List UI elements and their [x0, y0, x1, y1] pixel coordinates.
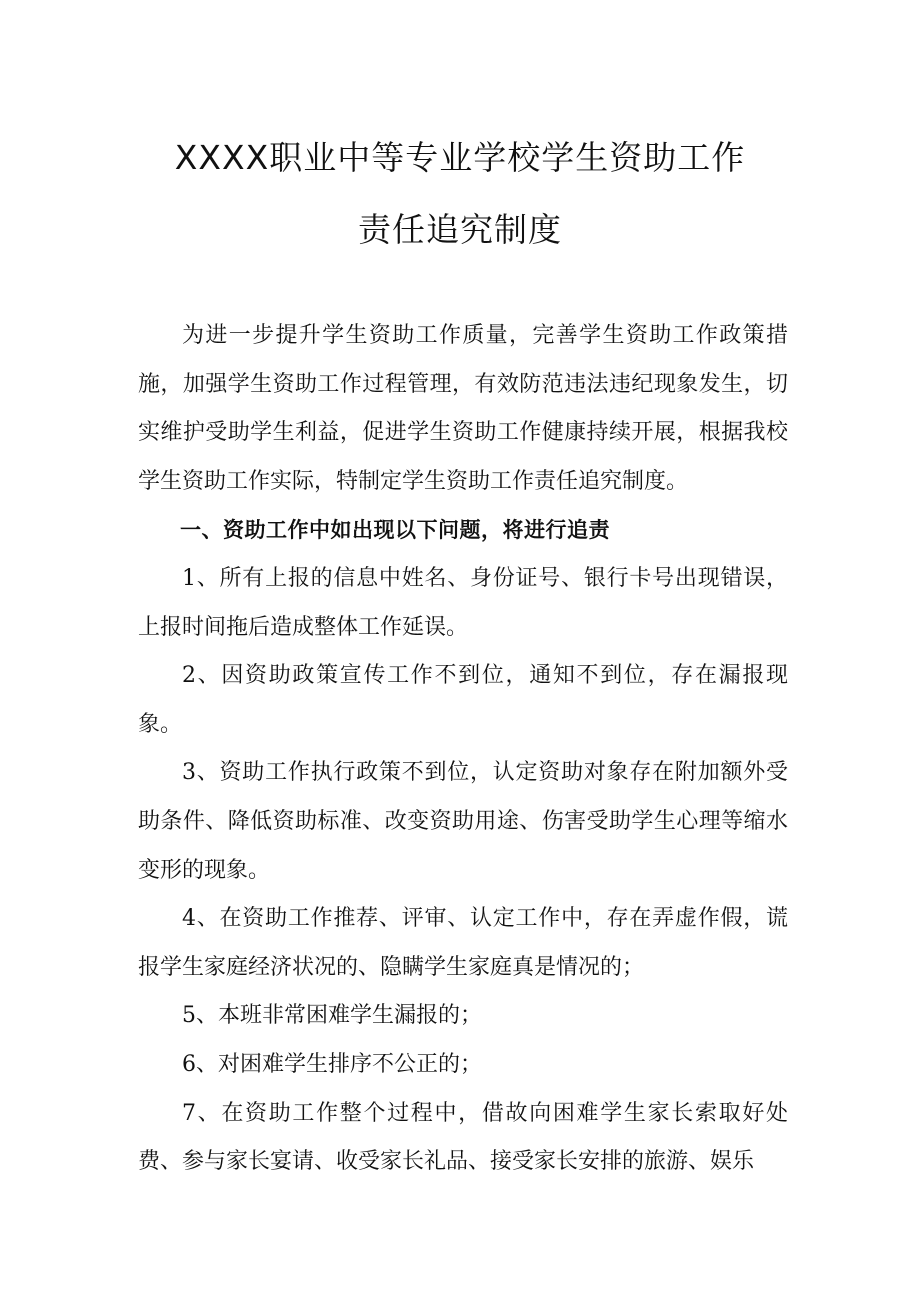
list-item-5: 5、本班非常困难学生漏报的；: [182, 1003, 482, 1029]
list-item-4: 4、在资助工作推荐、评审、认定工作中，存在弄虚作假，谎报学生家庭经济状况的、隐瞒学生家庭真是情况的；: [138, 906, 788, 980]
document-title-line-1: XXXX职业中等专业学校学生资助工作: [174, 138, 746, 177]
list-item-2: 2、因资助政策宣传工作不到位，通知不到位，存在漏报现象。: [138, 663, 788, 737]
list-item-6: 6、对困难学生排序不公正的；: [182, 1051, 482, 1077]
document-body: [138, 312, 788, 1187]
list-item-1: 1、所有上报的信息中姓名、身份证号、银行卡号出现错误，上报时间拖后造成整体工作延误。: [138, 565, 788, 640]
document-title-line-2: 责任追究制度: [358, 210, 562, 249]
intro-paragraph: 为进一步提升学生资助工作质量，完善学生资助工作政策措施，加强学生资助工作过程管理，有效防范违法违纪现象发生，切实维护受助学生利益，促进学生资助工作健康持续开展，根据我校学生资助工作实际，特制定学生资助工作责任追究制度。: [138, 323, 788, 494]
section-heading: 一、资助工作中如出现以下问题，将进行追责: [180, 518, 610, 543]
list-item-7: 7、在资助工作整个过程中，借故向困难学生家长索取好处费、参与家长宴请、收受家长礼品、接受家长安排的旅游、娱乐: [138, 1100, 788, 1175]
list-item-3: 3、资助工作执行政策不到位，认定资助对象存在附加额外受助条件、降低资助标准、改变资助用途、伤害受助学生心理等缩水变形的现象。: [138, 760, 788, 883]
